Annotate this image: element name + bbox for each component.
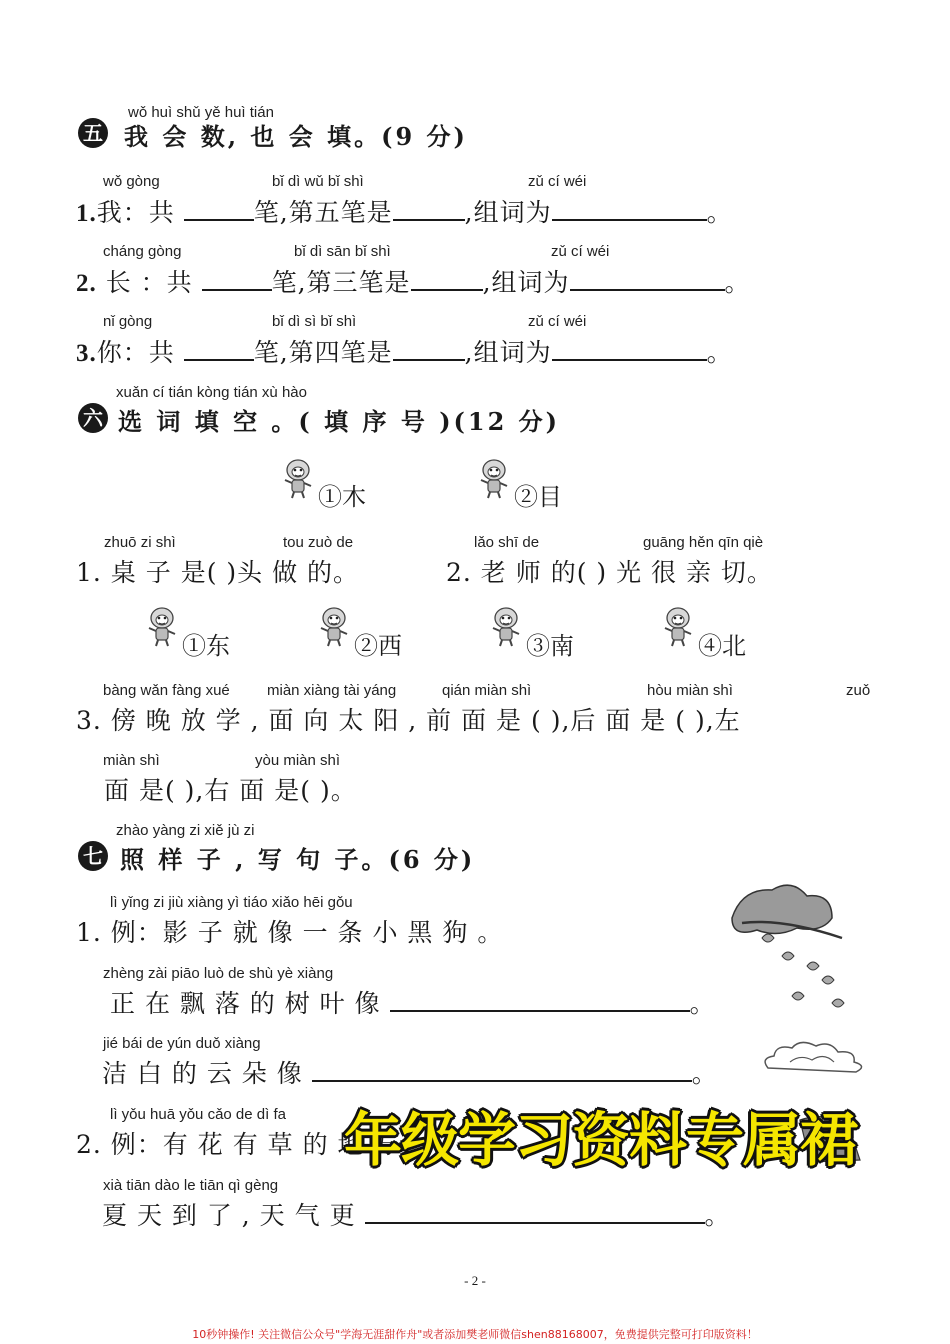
line3-pinyin: xià tiān dào le tiān qì gèng: [103, 1177, 279, 1194]
row-mid: 笔,第五笔是: [253, 198, 393, 227]
q3-pinyin-1: bàng wǎn fàng xué: [103, 682, 230, 699]
row-end: 。: [706, 198, 733, 227]
promo-watermark: 年级学习资料专属裙: [344, 1106, 858, 1174]
q3-pinyin-2: miàn xiàng tài yáng: [267, 682, 397, 699]
footer-notice: 10秒钟操作! 关注微信公众号"学海无涯甜作舟"或者添加樊老师微信shen88168007，免费提供完整可打印版资料！: [192, 1328, 758, 1341]
q3-pinyin-5: zuǒ: [846, 682, 871, 699]
row-mid: 笔,第三笔是: [271, 268, 411, 297]
question-2: 2. 老 师 的( ) 光 很 亲 切。: [446, 558, 773, 587]
row-pinyin-c: zǔ cí wéi: [528, 313, 587, 330]
q3b-pinyin-b: yòu miàn shì: [255, 752, 341, 769]
row-number: 2.: [76, 270, 97, 297]
row-pinyin-c: zǔ cí wéi: [528, 173, 587, 190]
row-end: 。: [706, 338, 733, 367]
option-wood: ①木: [318, 483, 366, 511]
monkey-icon: [478, 458, 512, 502]
stroke-blank[interactable]: [393, 337, 465, 361]
line-end: 。: [689, 989, 716, 1018]
monkey-icon: [282, 458, 316, 502]
line2-pinyin: jié bái de yún duǒ xiàng: [103, 1035, 261, 1052]
sec5-title: 我 会 数, 也 会 填。(9 分): [124, 122, 468, 151]
answer-blank-3[interactable]: [365, 1200, 705, 1224]
line-end: 。: [704, 1201, 731, 1230]
stroke-count-blank[interactable]: [202, 267, 272, 291]
sec7-title-pinyin: zhào yàng zi xiě jù zi: [116, 822, 255, 839]
q2-pinyin-b: guāng hěn qīn qiè: [643, 534, 764, 551]
row-tail: ,组词为: [464, 198, 552, 227]
question-1: 1. 桌 子 是( )头 做 的。: [76, 558, 360, 587]
line1-text: 正 在 飘 落 的 树 叶 像: [110, 989, 381, 1018]
option-south: ③南: [526, 632, 574, 660]
sec7-title: 照 样 子 , 写 句 子。(6 分): [120, 845, 476, 874]
row-char: 我：共: [96, 198, 175, 227]
q3-pinyin-3: qián miàn shì: [442, 682, 532, 699]
answer-blank-1[interactable]: [390, 988, 690, 1012]
row-number: 1.: [76, 200, 97, 227]
example-2: 2. 例：有 花 有 草 的 地 方: [76, 1130, 399, 1159]
page-number: - 2 -: [464, 1273, 486, 1288]
tree-leaves-illustration: [722, 878, 857, 1018]
ex1-pinyin: lì yǐng zi jiù xiàng yì tiáo xiǎo hēi gǒu: [110, 894, 353, 911]
ex2-pinyin: lì yǒu huā yǒu cǎo de dì fa: [110, 1106, 286, 1123]
sec6-title: 选 词 填 空 。( 填 序 号 )(12 分): [118, 407, 561, 436]
line1-pinyin: zhèng zài piāo luò de shù yè xiàng: [103, 965, 334, 982]
row-pinyin-a: cháng gòng: [103, 243, 182, 260]
sec5-title-pinyin: wǒ huì shǔ yě huì tián: [128, 104, 274, 121]
row-mid: 笔,第四笔是: [253, 338, 393, 367]
line3-text: 夏 天 到 了 , 天 气 更: [102, 1201, 356, 1230]
cloud-illustration: [760, 1040, 870, 1076]
q3b-pinyin-a: miàn shì: [103, 752, 160, 769]
stroke-blank[interactable]: [393, 197, 465, 221]
row-pinyin-b: bǐ dì wǔ bǐ shì: [272, 173, 364, 190]
word-blank[interactable]: [552, 337, 707, 361]
q3-pinyin-4: hòu miàn shì: [647, 682, 733, 699]
row-char: 长 ：共: [105, 268, 193, 297]
option-west: ②西: [354, 632, 402, 660]
stroke-blank[interactable]: [411, 267, 483, 291]
monkey-icon: [318, 606, 352, 650]
section-badge-5: 五: [78, 118, 108, 148]
row-pinyin-c: zǔ cí wéi: [551, 243, 610, 260]
q1-pinyin-a: zhuō zi shì: [104, 534, 176, 551]
question-3: 3. 傍 晚 放 学 , 面 向 太 阳 , 前 面 是 ( ),后 面 是 ( ),左: [76, 706, 741, 735]
row-tail: ,组词为: [482, 268, 570, 297]
q2-pinyin-a: lǎo shī de: [474, 534, 540, 551]
row-end: 。: [724, 268, 751, 297]
section-badge-7: 七: [78, 841, 108, 871]
option-eye: ②目: [514, 483, 562, 511]
question-3-cont: 面 是( ),右 面 是( )。: [104, 776, 357, 805]
row-pinyin-a: wǒ gòng: [103, 173, 160, 190]
monkey-icon: [662, 606, 696, 650]
monkey-icon: [146, 606, 180, 650]
option-east: ①东: [182, 632, 230, 660]
row-number: 3.: [76, 340, 97, 367]
row-pinyin-a: nǐ gòng: [103, 313, 153, 330]
word-blank[interactable]: [570, 267, 725, 291]
row-char: 你：共: [96, 338, 175, 367]
stroke-count-blank[interactable]: [184, 197, 254, 221]
section-badge-6: 六: [78, 403, 108, 433]
stroke-count-blank[interactable]: [184, 337, 254, 361]
sec6-title-pinyin: xuǎn cí tián kòng tián xù hào: [116, 384, 307, 401]
line2-text: 洁 白 的 云 朵 像: [102, 1059, 303, 1088]
option-north: ④北: [698, 632, 746, 660]
row-pinyin-b: bǐ dì sì bǐ shì: [272, 313, 357, 330]
line-end: 。: [691, 1059, 718, 1088]
row-pinyin-b: bǐ dì sān bǐ shì: [294, 243, 391, 260]
q1-pinyin-b: tou zuò de: [283, 534, 354, 551]
word-blank[interactable]: [552, 197, 707, 221]
row-tail: ,组词为: [464, 338, 552, 367]
answer-blank-2[interactable]: [312, 1058, 692, 1082]
monkey-icon: [490, 606, 524, 650]
example-1: 1. 例：影 子 就 像 一 条 小 黑 狗 。: [76, 918, 504, 947]
